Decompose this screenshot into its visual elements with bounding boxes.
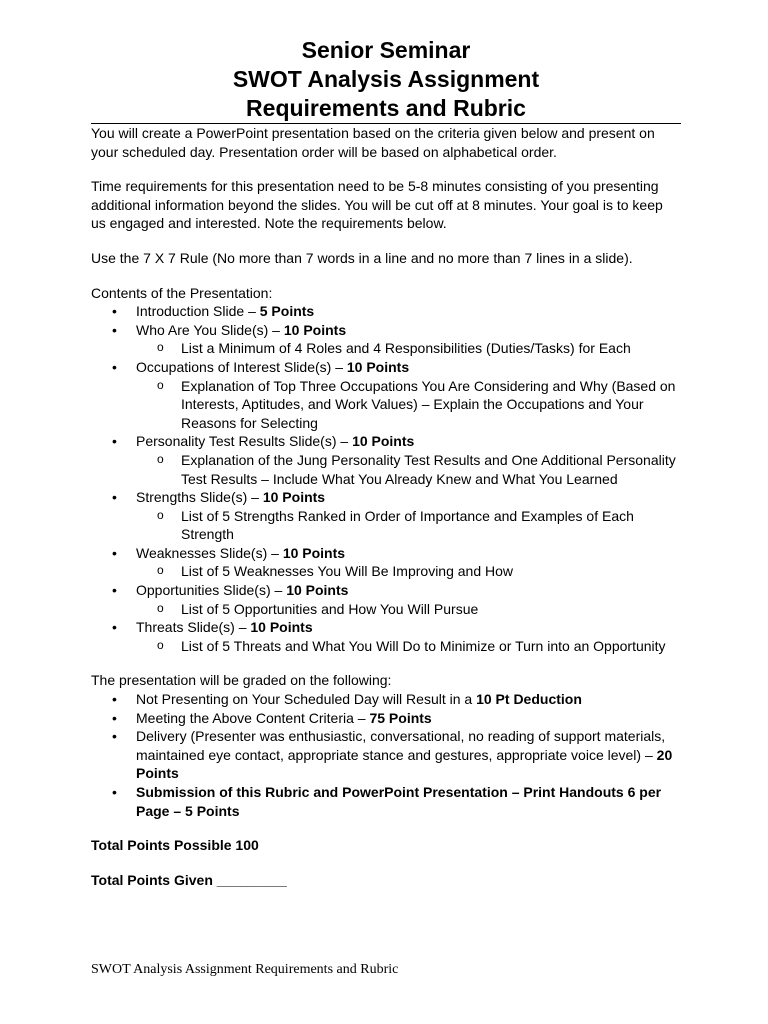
contents-subitem-opportunities: o List of 5 Opportunities and How You Will Pursue xyxy=(91,600,681,619)
intro-paragraph-2: Time requirements for this presentation need to be 5-8 minutes consisting of you presenting additional information beyond the slides. You will be cut off at 8 minutes. Your goal is to keep us engaged and interested. Note the requirements below. xyxy=(91,178,663,232)
document-page xyxy=(91,36,681,889)
title-line-2: SWOT Analysis Assignment xyxy=(232,66,540,92)
title-line-3: Requirements and Rubric xyxy=(246,95,526,121)
contents-item-strengths: • Strengths Slide(s) – 10 Points xyxy=(91,488,681,507)
contents-subitem-personality: o Explanation of the Jung Personality Test Results and One Additional Personality Test Results – Include What You Already Knew and What You Learned xyxy=(91,451,681,488)
contents-subitem-weaknesses: o List of 5 Weaknesses You Will Be Improving and How xyxy=(91,562,681,581)
title-line-1: Senior Seminar xyxy=(301,37,471,63)
contents-subitem-occupations: o Explanation of Top Three Occupations You Are Considering and Why (Based on Interests, Aptitudes, and Work Values) – Explain the Occupations and Your Reasons for Selecting xyxy=(91,377,681,433)
grading-item-submission: • Submission of this Rubric and PowerPoint Presentation – Print Handouts 6 per Page – 5 Points xyxy=(91,783,681,820)
contents-item-personality: • Personality Test Results Slide(s) – 10 Points xyxy=(91,432,681,451)
grading-item-not-presenting: • Not Presenting on Your Scheduled Day will Result in a 10 Pt Deduction xyxy=(91,690,681,709)
grading-list xyxy=(91,690,681,820)
total-points-given: Total Points Given _________ xyxy=(91,871,287,888)
intro-paragraph-1: You will create a PowerPoint presentation based on the criteria given below and present on your scheduled day. Presentation order will be based on alphabetical order. xyxy=(91,125,655,160)
contents-item-weaknesses: • Weaknesses Slide(s) – 10 Points xyxy=(91,544,681,563)
contents-item-threats: • Threats Slide(s) – 10 Points xyxy=(91,618,681,637)
contents-list xyxy=(91,302,681,655)
page-footer: SWOT Analysis Assignment Requirements and Rubric xyxy=(91,962,399,977)
document-title xyxy=(91,36,681,123)
contents-item-introduction: • Introduction Slide – 5 Points xyxy=(91,302,681,321)
contents-subitem-strengths: o List of 5 Strengths Ranked in Order of Importance and Examples of Each Strength xyxy=(91,507,681,544)
contents-heading: Contents of the Presentation: xyxy=(91,284,273,301)
grading-item-content: • Meeting the Above Content Criteria – 75 Points xyxy=(91,709,681,728)
contents-item-occupations: • Occupations of Interest Slide(s) – 10 Points xyxy=(91,358,681,377)
contents-item-opportunities: • Opportunities Slide(s) – 10 Points xyxy=(91,581,681,600)
contents-subitem-threats: o List of 5 Threats and What You Will Do to Minimize or Turn into an Opportunity xyxy=(91,637,681,656)
intro-paragraph-3: Use the 7 X 7 Rule (No more than 7 words in a line and no more than 7 lines in a slide). xyxy=(91,249,633,266)
grading-heading: The presentation will be graded on the following: xyxy=(91,672,392,689)
contents-item-who-are-you: • Who Are You Slide(s) – 10 Points xyxy=(91,321,681,340)
contents-subitem-who-are-you: o List a Minimum of 4 Roles and 4 Responsibilities (Duties/Tasks) for Each xyxy=(91,339,681,358)
total-points-possible: Total Points Possible 100 xyxy=(91,837,259,854)
grading-item-delivery: • Delivery (Presenter was enthusiastic, conversational, no reading of support materials, maintained eye contact, appropriate stance and gestures, appropriate voice level) – 20 Points xyxy=(91,727,681,783)
